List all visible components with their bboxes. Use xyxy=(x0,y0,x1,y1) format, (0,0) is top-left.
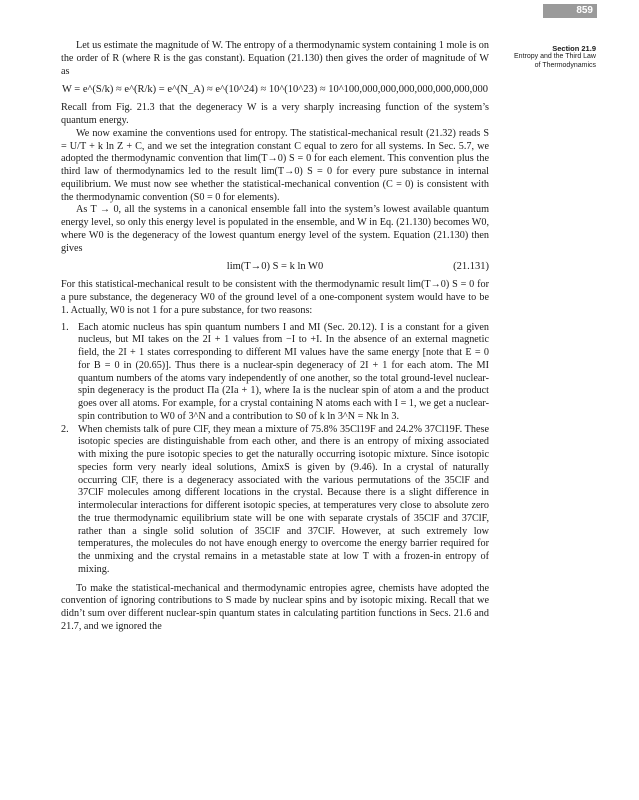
list-item xyxy=(61,424,489,577)
page-number-badge: 859 xyxy=(543,4,597,18)
paragraph-2: Recall from Fig. 21.3 that the degeneracy W is a very sharply increasing function of the system’s quantum energy. xyxy=(61,102,489,126)
equation-text: lim(T→0) S = k ln W0 xyxy=(226,261,324,273)
equation-number: (21.131) xyxy=(453,261,489,273)
paragraph-6: To make the statistical-mechanical and thermodynamic entropies agree, chemists have adopted the convention of ignoring contributions to S made by nuclear spins and by isotopic mixing. Recall that we didn’t sum over different nuclear-spin quantum states in calculating partition functions in Secs. 21.6 and 21.7, and we ignored the xyxy=(61,582,489,632)
equation-text: W = e^(S/k) ≈ e^(R/k) = e^(N_A) ≈ e^(10^24) ≈ 10^(10^23) ≈ 10^100,000,000,000,000,000,000,000 xyxy=(61,84,489,96)
section-label: Section 21.9 xyxy=(552,44,596,53)
equation-w-magnitude xyxy=(61,81,489,99)
main-text xyxy=(61,40,489,634)
paragraph-1: Let us estimate the magnitude of W. The entropy of a thermodynamic system containing 1 mole is on the order of R (where R is the gas constant). Equation (21.130) then gives the order of magnitude of W as xyxy=(61,40,489,77)
list-item-text: When chemists talk of pure ClF, they mean a mixture of 75.8% 35Cl19F and 24.2% 37Cl19F. These isotopic species are distinguishable from each other, and there is an entropy of mixing associated with mixing the pure isotopic species to get the naturally occurring isotopic mixture. Since isotopic species form very nearly ideal solutions, ΔmixS is given by (9.46). In a crystal of naturally occurring ClF, there is a degeneracy associated with the various permutations of the 35ClF and 37ClF molecules among different locations in the crystal. Because there is a slight difference in intermolecular interactions for different isotopic species, at temperatures very close to absolute zero the true thermodynamic equilibrium state will be one with separate crystals of 35ClF and 37ClF, rather than a single solid solution of 35ClF and 37ClF. However, at such extremely low temperatures, the molecules do not have enough energy to overcome the energy barrier required for the unmixing and the crystal remains in a metastable state at low T with a frozen-in entropy of mixing. xyxy=(78,423,489,575)
section-title-line2: of Thermodynamics xyxy=(534,61,596,69)
paragraph-5: For this statistical-mechanical result to be consistent with the thermodynamic result lim(T→0) S = 0 for a pure substance, the degeneracy W0 of the ground level of a one-component system would have to be 1. Actually, W0 is not 1 for a pure substance, for two reasons: xyxy=(61,279,489,316)
list-item-number: 1. xyxy=(61,321,69,333)
running-header xyxy=(496,44,596,70)
paragraph-4: As T → 0, all the systems in a canonical ensemble fall into the system’s lowest available quantum energy level, so only this energy level is populated in the ensemble, and W in Eq. (21.130) becomes W0, where W0 is the degeneracy of the lowest quantum energy level of the system. Equation (21.130) then gives xyxy=(61,204,489,254)
list-item-text: Each atomic nucleus has spin quantum numbers I and MI (Sec. 20.12). I is a constant for a given nucleus, but MI takes on the 2I + 1 values from −I to +I. In the absence of an external magnetic field, the 2I + 1 states corresponding to different MI values have the same energy [note that E = 0 for B = 0 in (20.65)]. Thus there is a nuclear-spin degeneracy of 2I + 1 for each atom. The MI quantum numbers of the atoms vary independently of one another, so the total ground-level nuclear-spin degeneracy is the product Πa (2Ia + 1), where Ia is the nuclear spin of atom a and the product goes over all atoms. For example, for a crystal containing N atoms each with I = 1, we get a nuclear-spin contribution to W0 of 3^N and a contribution to S0 of k ln 3^N = Nk ln 3. xyxy=(78,321,489,422)
section-title-line1: Entropy and the Third Law xyxy=(514,53,596,60)
paragraph-3: We now examine the conventions used for entropy. The statistical-mechanical result (21.32) reads S = U/T + k ln Z + C, and we set the integration constant C equal to zero for all systems. In Sec. 5.7, we adopted the thermodynamic convention that lim(T→0) S = 0 for each element. This convention plus the third law of thermodynamics led to the result lim(T→0) S = 0 for every pure substance in internal equilibrium. We must now see whether the statistical-mechanical convention (C = 0) is consistent with the thermodynamic convention (S0 = 0 for elements). xyxy=(61,127,489,203)
reasons-list xyxy=(61,322,489,577)
list-item xyxy=(61,322,489,424)
list-item-number: 2. xyxy=(61,423,69,435)
equation-21-131 xyxy=(61,258,489,276)
